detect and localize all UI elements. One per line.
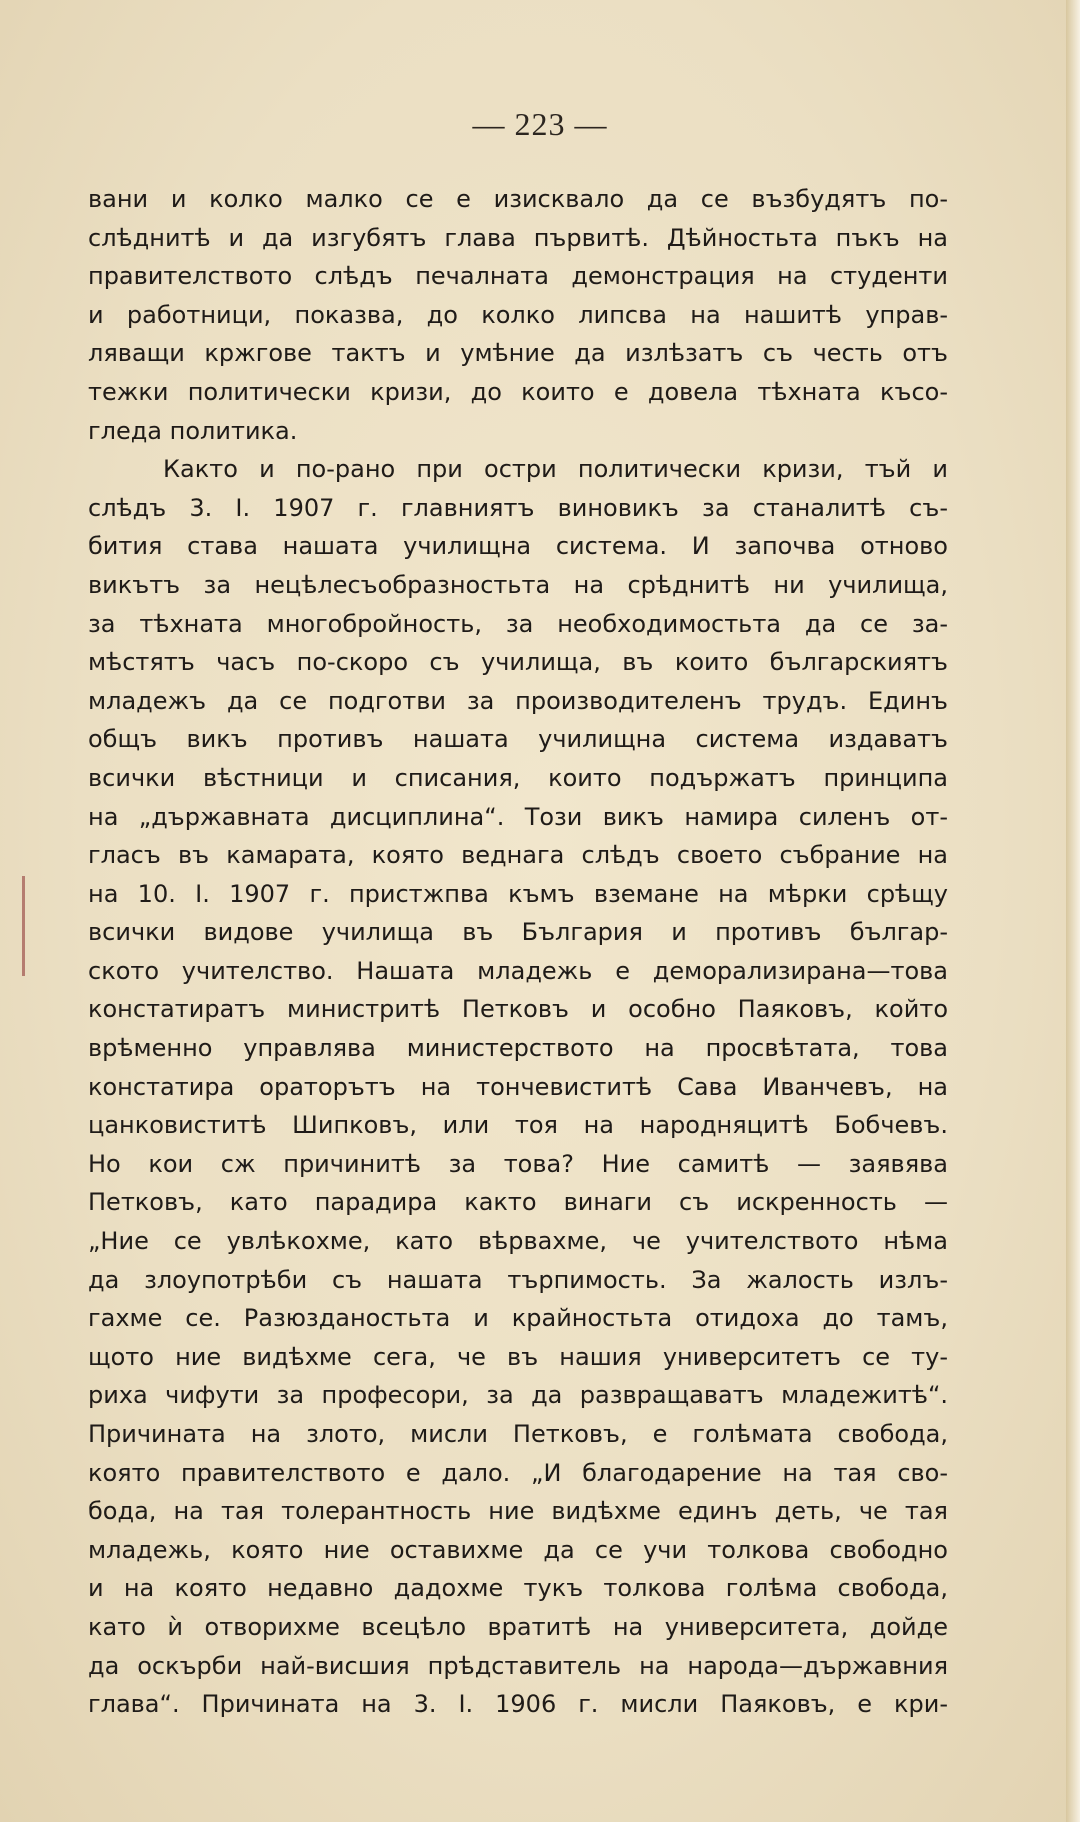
page-edge bbox=[1066, 0, 1080, 1822]
text-line: ското учителство. Нашата младежь е деморализирана—това bbox=[88, 956, 948, 985]
text-line: констатиратъ министритѣ Петковъ и особно Паяковъ, който bbox=[88, 995, 948, 1024]
text-line: слѣдъ 3. I. 1907 г. главниятъ виновикъ за станалитѣ съ- bbox=[88, 493, 948, 522]
text-line: констатира ораторътъ на тончевиститѣ Сава Иванчевъ, на bbox=[88, 1072, 948, 1101]
text-line: младежъ да се подготви за производителенъ трудъ. Единъ bbox=[88, 686, 948, 715]
text-line: да злоупотрѣби съ нашата търпимость. За жалость излъ- bbox=[88, 1265, 948, 1294]
text-line: на 10. I. 1907 г. пристжпва къмъ вземане на мѣрки срѣщу bbox=[88, 879, 948, 908]
text-line: бода, на тая толерантность ние видѣхме единъ деть, че тая bbox=[88, 1497, 948, 1526]
text-line: правителството слѣдъ печалната демонстрация на студенти bbox=[88, 262, 948, 291]
text-line: за тѣхната многобройность, за необходимостьта да се за- bbox=[88, 609, 948, 638]
margin-mark bbox=[22, 876, 25, 976]
text-line: като ѝ отворихме всецѣло вратитѣ на университета, дойде bbox=[88, 1612, 948, 1641]
text-line: вани и колко малко се е изисквало да се възбудятъ по- bbox=[88, 185, 948, 213]
text-line: и работници, показва, до колко липсва на нашитѣ управ- bbox=[88, 300, 948, 329]
text-line: риха чифути за професори, за да развращаватъ младежитѣ“. bbox=[88, 1381, 948, 1410]
text-line: общъ викъ противъ нашата училищна система издаватъ bbox=[88, 725, 948, 754]
text-line: която правителството е дало. „И благодарение на тая сво- bbox=[88, 1458, 948, 1487]
text-line: Както и по-рано при остри политически кризи, тъй и bbox=[163, 455, 948, 484]
text-line: ляващи кржгове тактъ и умѣние да излѣзатъ съ честь отъ bbox=[88, 339, 948, 368]
page-number: — 223 — bbox=[472, 106, 608, 142]
text-line: врѣменно управлява министерството на просвѣтата, това bbox=[88, 1034, 948, 1063]
text-line: глава“. Причината на 3. I. 1906 г. мисли Паяковъ, е кри- bbox=[88, 1690, 948, 1719]
body-text bbox=[88, 180, 948, 1724]
text-line: Причината на злото, мисли Петковъ, е голѣмата свобода, bbox=[88, 1420, 948, 1448]
text-line: слѣднитѣ и да изгубятъ глава първитѣ. Дѣйностьта пъкъ на bbox=[88, 223, 948, 252]
text-line: и на която недавно дадохме тукъ толкова голѣма свобода, bbox=[88, 1574, 948, 1603]
text-line: мѣстятъ часъ по-скоро съ училища, въ които българскиятъ bbox=[88, 648, 948, 677]
text-line: гахме се. Разюзданостьта и крайностьта отидоха до тамъ, bbox=[88, 1304, 948, 1333]
text-line: Но кои сж причинитѣ за това? Ние самитѣ — заявява bbox=[88, 1149, 948, 1178]
text-line: цанковиститѣ Шипковъ, или тоя на народняцитѣ Бобчевъ. bbox=[88, 1111, 948, 1140]
text-line: Петковъ, като парадира както винаги съ искренность — bbox=[88, 1188, 948, 1217]
text-line: на „държавната дисциплина“. Този викъ намира силенъ от- bbox=[88, 802, 948, 831]
text-line: гледа политика. bbox=[88, 416, 298, 445]
text-line: бития става нашата училищна система. И започва отново bbox=[88, 532, 948, 561]
text-line: да оскърби най-висшия прѣдставитель на народа—държавния bbox=[88, 1651, 948, 1680]
text-line: всички видове училища въ България и противъ българ- bbox=[88, 918, 948, 947]
text-line: гласъ въ камарата, която веднага слѣдъ своето събрание на bbox=[88, 841, 948, 870]
text-line: викътъ за нецѣлесъобразностьта на срѣднитѣ ни училища, bbox=[88, 570, 948, 599]
text-line: щото ние видѣхме сега, че въ нашия университетъ се ту- bbox=[88, 1342, 948, 1371]
text-line: тежки политически кризи, до които е довела тѣхната късо- bbox=[88, 377, 948, 406]
text-line: всички вѣстници и списания, които подържатъ принципа bbox=[88, 763, 948, 792]
text-line: „Ние се увлѣкохме, като вѣрвахме, че учителството нѣма bbox=[88, 1227, 948, 1256]
text-line: младежь, която ние оставихме да се учи толкова свободно bbox=[88, 1535, 948, 1564]
